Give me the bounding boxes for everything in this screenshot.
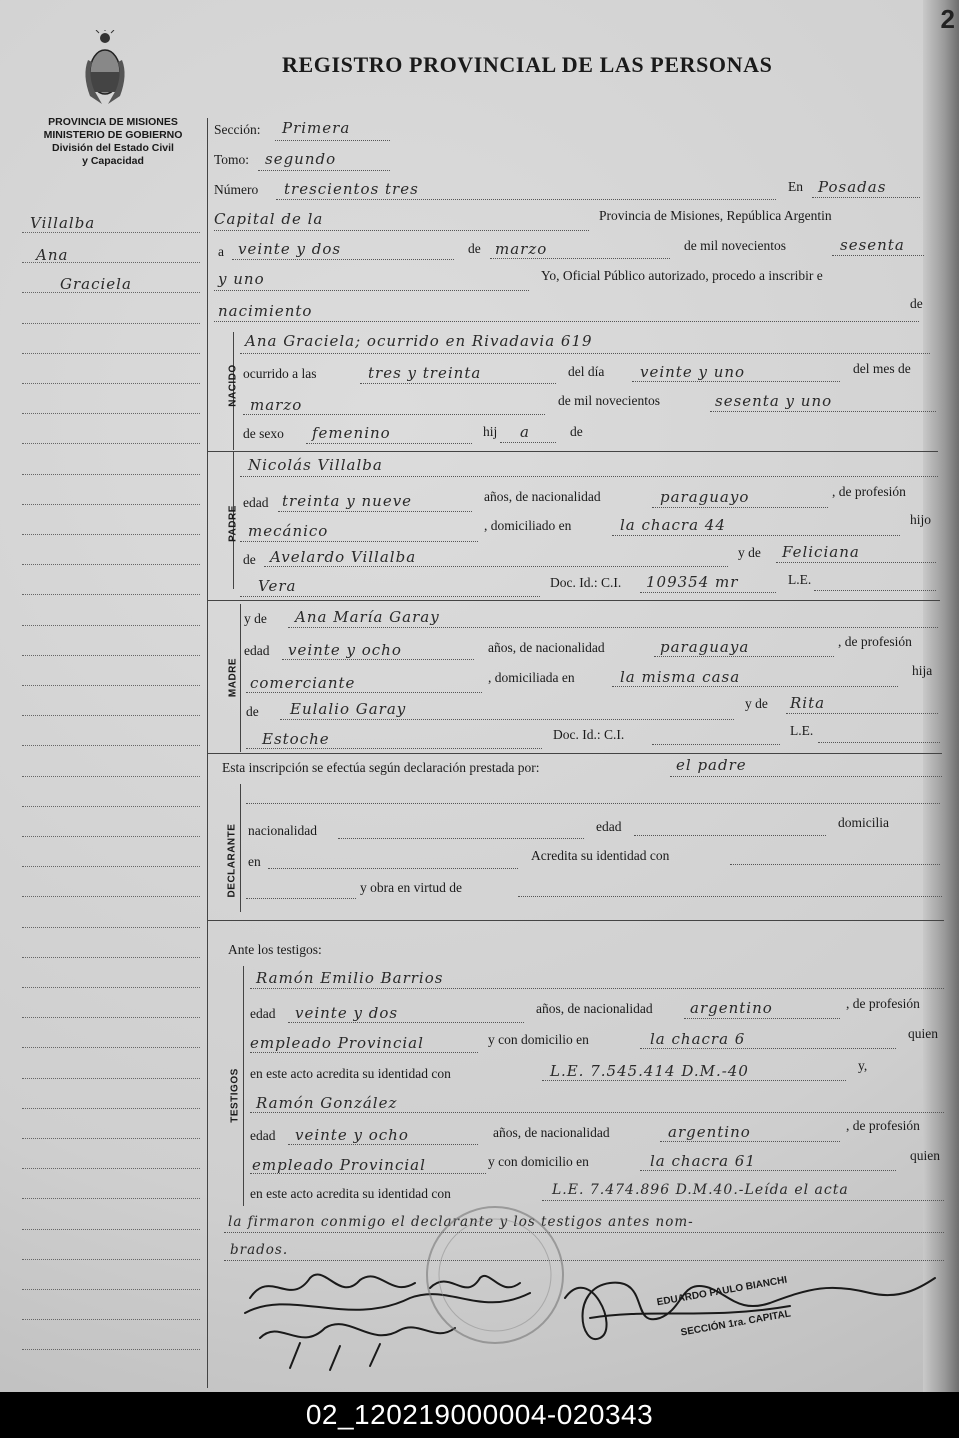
testigos-section-label: TESTIGOS — [229, 1068, 241, 1123]
margin-line — [22, 474, 200, 475]
signatures — [230, 1258, 950, 1388]
padre-section-label: PADRE — [227, 505, 239, 542]
margin-line — [22, 443, 200, 444]
stamp-name: EDUARDO PAULO BIANCHI — [656, 1274, 788, 1309]
padre-ci-label: Doc. Id.: C.I. — [550, 575, 622, 590]
capital-value: Capital de la — [214, 210, 324, 228]
margin-line — [22, 745, 200, 746]
t2-acredita-label: en este acto acredita su identidad con — [250, 1186, 451, 1201]
testigo2-line — [250, 1112, 944, 1113]
padre-yde-label: y de — [738, 545, 761, 560]
cierre-line1-rule — [224, 1232, 944, 1233]
padre-ci-line — [640, 592, 776, 593]
madre-prof: comerciante — [250, 674, 356, 692]
margin-line — [22, 896, 200, 897]
margin-line — [22, 1168, 200, 1169]
hora-line — [360, 383, 556, 384]
testigos-rule — [208, 920, 944, 921]
t1-prof-line — [250, 1052, 478, 1053]
madre-madre2: Estoche — [262, 730, 330, 748]
madre-madre-line — [786, 713, 938, 714]
padre-madre-line — [776, 562, 936, 563]
padre-dom: la chacra 44 — [620, 516, 726, 534]
madre-le-line — [818, 742, 940, 743]
obra-line — [518, 896, 942, 897]
margin-line — [22, 685, 200, 686]
anio2-value: y uno — [218, 270, 265, 288]
nacido-nombre-line — [240, 353, 930, 354]
dia-nac-value: veinte y uno — [640, 363, 746, 381]
de2-label: de — [910, 296, 923, 311]
margin-line — [22, 1078, 200, 1079]
file-id-footer: 02_120219000004-020343 — [0, 1392, 959, 1438]
a-label: a — [218, 244, 224, 259]
t1-nac-line — [684, 1018, 840, 1019]
margin-line — [22, 1259, 200, 1260]
nacionalidad-label: nacionalidad — [248, 823, 317, 838]
madre-nombre-line — [288, 627, 938, 628]
nacido-section-label: NACIDO — [227, 364, 239, 407]
margin-line — [22, 1349, 200, 1350]
domicilia-label: domicilia — [838, 815, 889, 830]
t1-nac: argentino — [690, 999, 773, 1017]
acredita-line — [730, 864, 940, 865]
obra-label: y obra en virtud de — [360, 880, 462, 895]
mes-nac-value: marzo — [250, 396, 303, 414]
t1-quien-label: quien — [908, 1026, 938, 1041]
del-mes-label: del mes de — [853, 361, 911, 376]
margin-line — [22, 655, 200, 656]
de-mil-label: de mil novecientos — [684, 238, 786, 253]
margin-line — [22, 353, 200, 354]
header-province: PROVINCIA DE MISIONES — [48, 116, 178, 128]
hij-suffix: a — [520, 423, 530, 441]
madre-ci-label: Doc. Id.: C.I. — [553, 727, 625, 742]
margin-line — [22, 1047, 200, 1048]
sexo-value: femenino — [312, 424, 391, 442]
de-mil2-label: de mil novecientos — [558, 393, 660, 408]
margin-line — [22, 564, 200, 565]
seccion-label: Sección: — [214, 122, 261, 137]
t1-prof-label: , de profesión — [846, 996, 920, 1011]
margin-line — [22, 504, 200, 505]
t2-prof: empleado Provincial — [252, 1156, 426, 1174]
t1-id-line — [542, 1080, 846, 1081]
numero-label: Número — [214, 182, 259, 197]
padre-madre: Feliciana — [782, 543, 860, 561]
cierre-line2: brados. — [230, 1242, 289, 1258]
padre-le-line — [814, 590, 936, 591]
padre-de-label: de — [243, 552, 256, 567]
madre-edad-line — [282, 659, 474, 660]
header-capacity: y Capacidad — [82, 155, 144, 167]
provincia-label: Provincia de Misiones, República Argentin — [599, 208, 832, 223]
madre-yde2-label: y de — [745, 696, 768, 711]
cierre-line1: la firmaron conmigo el declarante y los testigos antes nom- — [228, 1214, 694, 1230]
madre-dom-line — [612, 686, 898, 687]
madre-de-label: de — [246, 704, 259, 719]
dec-en-line — [268, 868, 518, 869]
margin-line — [22, 1138, 200, 1139]
margin-line — [22, 1017, 200, 1018]
padre-nac-line — [652, 507, 828, 508]
anio2-line — [214, 290, 529, 291]
testigo1-line — [250, 988, 944, 989]
dec-edad-line — [634, 835, 826, 836]
padre-nombre: Nicolás Villalba — [248, 456, 383, 474]
padre-top-rule — [208, 451, 938, 452]
sexo-line — [306, 443, 472, 444]
t2-id-line — [542, 1200, 944, 1201]
madre-nombre: Ana María Garay — [295, 608, 440, 626]
t1-id: L.E. 7.545.414 D.M.-40 — [550, 1062, 749, 1080]
official-seal-icon — [420, 1170, 570, 1380]
margin-name1: Ana — [36, 246, 69, 264]
testigo2-nombre: Ramón González — [256, 1094, 398, 1112]
margin-line — [22, 292, 200, 293]
acto-value: nacimiento — [218, 302, 313, 320]
t2-edad-line — [288, 1144, 478, 1145]
t2-dom-label: y con domicilio en — [488, 1154, 589, 1169]
margin-line — [22, 866, 200, 867]
t1-dom: la chacra 6 — [650, 1030, 746, 1048]
t2-dom: la chacra 61 — [650, 1152, 756, 1170]
madre-section-label: MADRE — [227, 657, 239, 698]
t2-dom-line — [640, 1170, 896, 1171]
del-dia-label: del día — [568, 364, 605, 379]
header-division: División del Estado Civil — [52, 142, 174, 154]
capital-line — [214, 230, 589, 231]
margin-line — [22, 262, 200, 263]
t2-quien-label: quien — [910, 1148, 940, 1163]
mes-nac-line — [243, 414, 545, 415]
seccion-value: Primera — [282, 119, 351, 137]
en-line — [812, 197, 920, 198]
t1-acredita-label: en este acto acredita su identidad con — [250, 1066, 451, 1081]
t2-edad-label: edad — [250, 1128, 276, 1143]
declarante-line1 — [246, 803, 940, 804]
numero-value: trescientos tres — [284, 180, 419, 198]
nacionalidad-line — [338, 838, 584, 839]
margin-line — [22, 715, 200, 716]
t1-nac-label: años, de nacionalidad — [536, 1001, 653, 1016]
t2-edad: veinte y ocho — [295, 1126, 409, 1144]
page-edge — [923, 0, 959, 1392]
nacido-nombre: Ana Graciela; ocurrido en Rivadavia 619 — [245, 332, 593, 350]
margin-line — [22, 836, 200, 837]
en-label: En — [788, 179, 803, 194]
declarante-section-label: DECLARANTE — [226, 823, 238, 898]
t1-prof: empleado Provincial — [250, 1034, 424, 1052]
testigo1-nombre: Ramón Emilio Barrios — [256, 969, 444, 987]
t2-nac-line — [660, 1141, 840, 1142]
madre-madre: Rita — [790, 694, 826, 712]
padre-padre: Avelardo Villalba — [270, 548, 417, 566]
padre-dom-label: , domiciliado en — [484, 518, 572, 533]
dia-nac-line — [632, 381, 840, 382]
ocurrido-label: ocurrido a las — [243, 366, 317, 381]
t2-prof-label: , de profesión — [846, 1118, 920, 1133]
t1-edad: veinte y dos — [295, 1004, 399, 1022]
hij-label: hij — [483, 424, 498, 439]
declarante-border — [240, 784, 241, 912]
obra-line-pre — [246, 898, 356, 899]
de3-label: de — [570, 424, 583, 439]
dec-en-label: en — [248, 854, 261, 869]
padre-madre2-line — [240, 596, 540, 597]
margin-line — [22, 534, 200, 535]
madre-dom: la misma casa — [620, 668, 741, 686]
en-value: Posadas — [818, 178, 887, 196]
padre-madre2: Vera — [258, 577, 297, 595]
padre-prof: mecánico — [248, 522, 329, 540]
margin-line — [22, 232, 200, 233]
margin-line — [22, 413, 200, 414]
madre-le-label: L.E. — [790, 723, 814, 738]
issuer-header — [20, 116, 206, 168]
margin-name2: Graciela — [60, 275, 132, 293]
dec-edad-label: edad — [596, 819, 622, 834]
hija-label: hija — [912, 663, 933, 678]
padre-padre-line — [264, 566, 728, 567]
t2-id: L.E. 7.474.896 D.M.40.-Leída el acta — [552, 1182, 849, 1198]
madre-edad-label: edad — [244, 643, 270, 658]
madre-nac-label: años, de nacionalidad — [488, 640, 605, 655]
acredita-label: Acredita su identidad con — [531, 848, 670, 863]
sexo-label: de sexo — [243, 426, 284, 441]
madre-yde-label: y de — [244, 611, 267, 626]
dia-line — [232, 259, 454, 260]
padre-ci: 109354 mr — [646, 573, 739, 591]
hijo-label: hijo — [910, 512, 932, 527]
stamp-section: SECCIÓN 1ra. CAPITAL — [679, 1308, 792, 1339]
t1-dom-line — [640, 1048, 896, 1049]
declarante-value: el padre — [676, 756, 747, 774]
t1-edad-line — [288, 1022, 524, 1023]
madre-nac: paraguaya — [660, 638, 750, 656]
madre-edad: veinte y ocho — [288, 641, 402, 659]
declaracion-label: Esta inscripción se efectúa según declaración prestada por: — [222, 760, 540, 775]
margin-line — [22, 1108, 200, 1109]
padre-dom-line — [612, 535, 900, 536]
padre-le-label: L.E. — [788, 572, 812, 587]
ante-label: Ante los testigos: — [228, 942, 322, 957]
margin-line — [22, 987, 200, 988]
margin-line — [22, 323, 200, 324]
tomo-label: Tomo: — [214, 152, 250, 167]
margin-line — [22, 1289, 200, 1290]
testigos-border — [243, 966, 244, 1206]
t2-nac: argentino — [668, 1123, 751, 1141]
madre-padre: Eulalio Garay — [290, 700, 407, 718]
margin-line — [22, 806, 200, 807]
yo-label: Yo, Oficial Público autorizado, procedo a inscribir e — [541, 268, 823, 283]
de-label: de — [468, 241, 481, 256]
header-ministry: MINISTERIO DE GOBIERNO — [43, 129, 183, 141]
madre-dom-label: , domiciliada en — [488, 670, 575, 685]
margin-surname: Villalba — [30, 214, 96, 232]
margin-line — [22, 383, 200, 384]
t1-y-label: y, — [858, 1058, 868, 1073]
dia-value: veinte y dos — [238, 240, 342, 258]
page-number: 2 — [940, 4, 955, 34]
t1-dom-label: y con domicilio en — [488, 1032, 589, 1047]
madre-madre2-line — [246, 748, 542, 749]
t1-edad-label: edad — [250, 1006, 276, 1021]
madre-prof-label: , de profesión — [838, 634, 912, 649]
mes-line — [490, 258, 670, 259]
padre-edad-line — [278, 511, 472, 512]
document-title: REGISTRO PROVINCIAL DE LAS PERSONAS — [282, 52, 773, 77]
t2-nac-label: años, de nacionalidad — [493, 1125, 610, 1140]
hij-line — [500, 442, 556, 443]
madre-ci-line — [652, 744, 780, 745]
margin-line — [22, 1198, 200, 1199]
madre-top-rule — [208, 600, 940, 601]
margin-line — [22, 625, 200, 626]
margin-line — [22, 594, 200, 595]
tomo-line — [258, 170, 390, 171]
anio1-line — [832, 255, 924, 256]
anio-nac-value: sesenta y uno — [715, 392, 833, 410]
padre-edad: treinta y nueve — [282, 492, 413, 510]
margin-line — [22, 776, 200, 777]
anio-nac-line — [710, 411, 936, 412]
padre-nombre-line — [240, 476, 938, 477]
padre-edad-label: edad — [243, 495, 269, 510]
padre-prof-label: , de profesión — [832, 484, 906, 499]
hora-value: tres y treinta — [368, 364, 482, 382]
mes-value: marzo — [495, 240, 548, 258]
numero-line — [276, 199, 776, 200]
padre-prof-line — [240, 541, 478, 542]
margin-line — [22, 927, 200, 928]
declaracion-rule — [208, 753, 942, 754]
acto-line — [214, 321, 919, 322]
coat-of-arms-icon — [80, 30, 130, 110]
madre-nac-line — [654, 656, 834, 657]
anio1-value: sesenta — [840, 236, 905, 254]
margin-line — [22, 1319, 200, 1320]
margin-line — [22, 957, 200, 958]
padre-nac: paraguayo — [660, 488, 750, 506]
madre-prof-line — [246, 692, 482, 693]
madre-border — [240, 604, 241, 752]
declarante-line — [670, 776, 942, 777]
madre-padre-line — [280, 719, 734, 720]
padre-nac-label: años, de nacionalidad — [484, 489, 601, 504]
seccion-line — [275, 140, 390, 141]
tomo-value: segundo — [265, 150, 337, 168]
margin-line — [22, 1229, 200, 1230]
